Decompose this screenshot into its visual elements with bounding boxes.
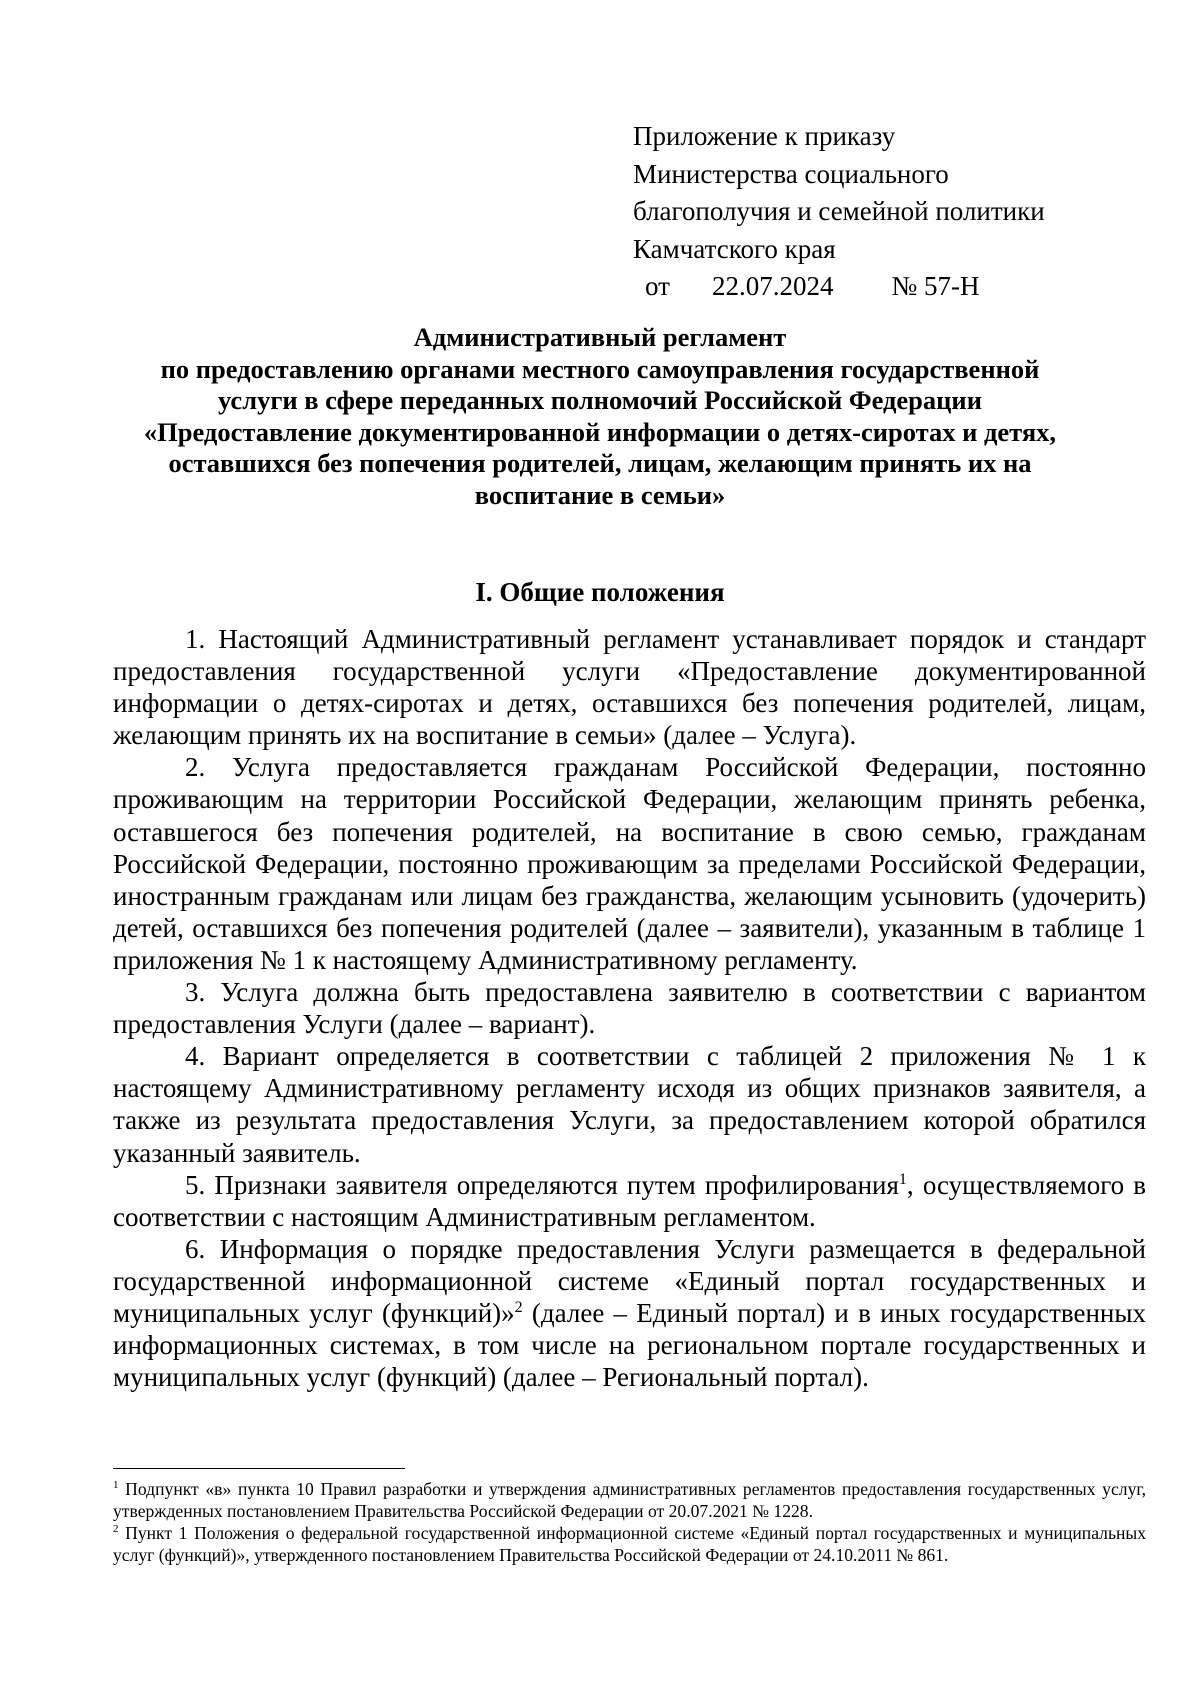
title-line-4: «Предоставление документированной информации о детях-сиротах и детях, [143, 416, 1057, 447]
number-label: № [891, 271, 918, 301]
footnote-2-text: Пункт 1 Положения о федеральной государственной информационной системе «Единый портал государственных и муниципальных услуг (функций)», утвержденного постановлением Правительства Российской Федерации от 24.10.2011 № 861. [113, 1523, 1146, 1565]
appendix-line-3: благополучия и семейной политики [633, 196, 1045, 226]
footnote-separator [113, 1468, 405, 1469]
paragraph-4: 4. Вариант определяется в соответствии с таблицей 2 приложения № 1 к настоящему Административному регламенту исходя из общих признаков заявителя, а также из результата предоставления Услуги, за предоставлением которой обратился указанный заявитель. [113, 1041, 1146, 1168]
appendix-line-4: Камчатского края [633, 233, 836, 264]
title-line-1: Административный регламент [413, 322, 787, 352]
paragraph-5-start: 5. Признаки заявителя определяются путем профилирования [185, 1169, 899, 1200]
title-line-5: оставшихся без попечения родителей, лицам, желающим принять их на [168, 448, 1032, 478]
paragraph-1: 1. Настоящий Административный регламент устанавливает порядок и стандарт предоставления государственной услуги «Предоставление документированной информации о детях-сиротах и детях, оставшихся без попечения родителей, лицам, желающим принять их на воспитание в семьи» (далее – Услуга). [113, 624, 1146, 751]
footnote-1-text: Подпункт «в» пункта 10 Правил разработки и утверждения административных регламентов предоставления государственных услуг, утвержденных постановлением Правительства Российской Федерации от 20.07.2021 № 1228. [113, 1479, 1146, 1521]
appendix-line-1: Приложение к приказу [633, 121, 896, 151]
paragraph-6-end: (далее – Единый портал) и в иных государственных информационных системах, в том числе на региональном портале государственных и муниципальных услуг (функций) (далее – Региональный портал). [113, 1297, 1146, 1393]
title-line-6: воспитание в семьи» [474, 479, 726, 510]
order-date-number-line [633, 268, 1045, 306]
appendix-header [633, 118, 1045, 306]
body-text [113, 623, 1146, 1393]
order-date: 22.07.2024 [711, 271, 834, 301]
footnotes [113, 1478, 1146, 1566]
title-line-3: услуги в сфере переданных полномочий Российской Федерации [218, 385, 982, 415]
appendix-line-2: Министерства социального [633, 158, 949, 189]
footnote-1-mark: 1 [113, 1479, 119, 1492]
footnote-2-mark: 2 [113, 1523, 119, 1536]
paragraph-6 [113, 1233, 1146, 1393]
footnote-1 [113, 1478, 1146, 1522]
paragraph-6-start: 6. Информация о порядке предоставления Услуги размещается в федеральной государственной информационной системе «Единый портал государственных и муниципальных услуг (функций)» [113, 1233, 1146, 1328]
title-line-2: по предоставлению органами местного самоуправления государственной [160, 353, 1040, 384]
footnote-ref-1[interactable]: 1 [898, 1170, 907, 1188]
order-number: 57-Н [923, 271, 980, 301]
paragraph-2: 2. Услуга предоставляется гражданам Российской Федерации, постоянно проживающим на территории Российской Федерации, желающим принять ребенка, оставшегося без попечения родителей, на воспитание в свою семью, гражданам Российской Федерации, постоянно проживающим за пределами Российской Федерации, иностранным гражданам или лицам без гражданства, желающим усыновить (удочерить) детей, оставшихся без попечения родителей (далее – заявители), указанным в таблице 1 приложения № 1 к настоящему Административному регламенту. [113, 752, 1146, 975]
footnote-ref-2[interactable]: 2 [514, 1298, 523, 1316]
paragraph-5-end: , осуществляемого в соответствии с настоящим Административным регламентом. [113, 1169, 1147, 1232]
document-title [120, 322, 1080, 511]
paragraph-5 [113, 1169, 1146, 1233]
paragraph-3: 3. Услуга должна быть предоставлена заявителю в соответствии с вариантом предоставления Услуги (далее – вариант). [113, 977, 1146, 1040]
footnote-2 [113, 1522, 1146, 1566]
section-heading: I. Общие положения [475, 577, 725, 607]
from-label: от [645, 271, 670, 301]
